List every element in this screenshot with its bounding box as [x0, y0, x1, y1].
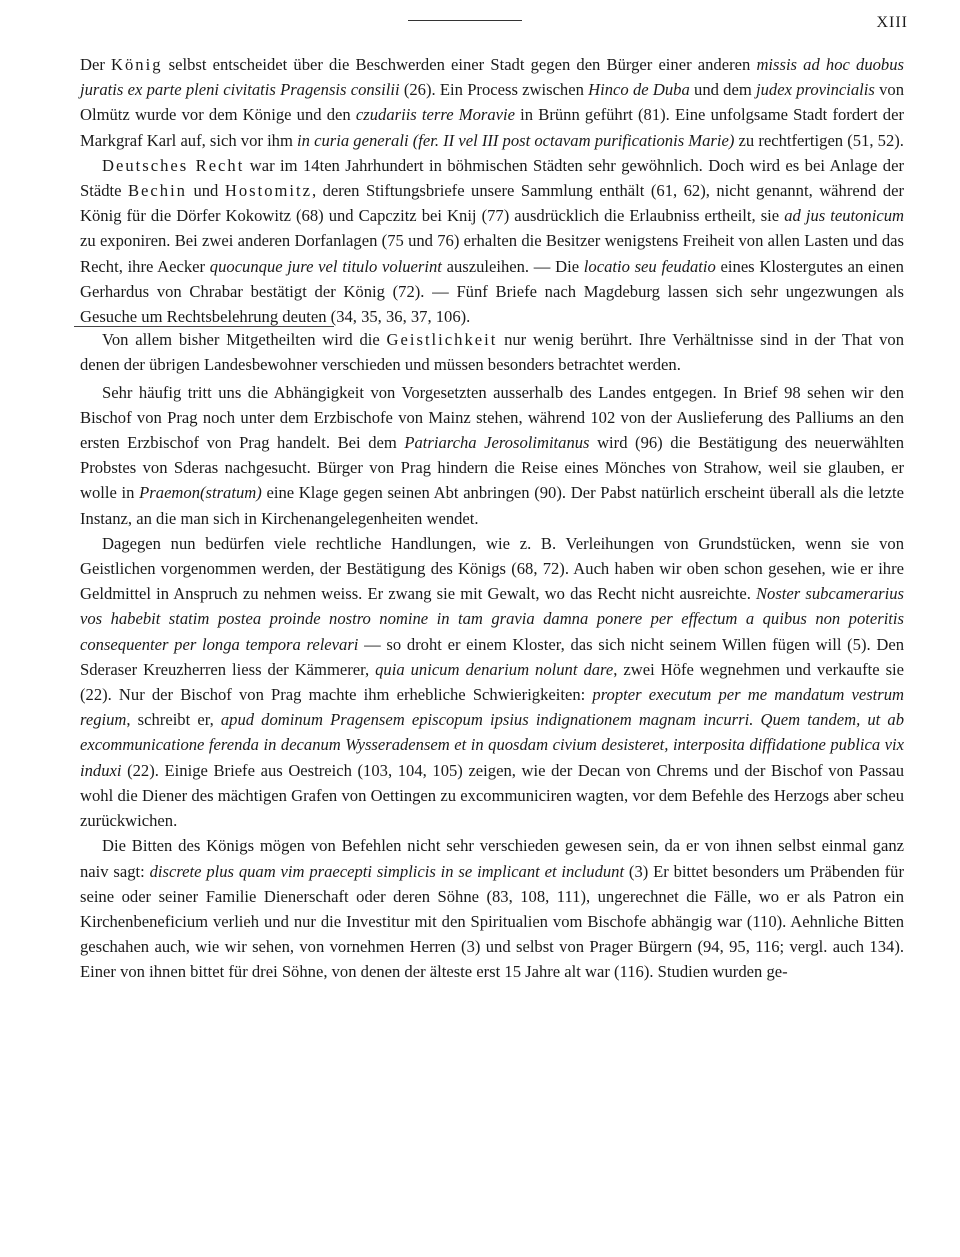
paragraph [80, 52, 904, 153]
italic-text: in curia generali (fer. II vel III post octavam purificationis Marie) [297, 130, 735, 150]
italic-text: missis ad hoc duobus juratis ex parte pleni civitatis Pragensis consilii [80, 55, 904, 100]
text-run: und dem [689, 80, 756, 100]
text-run: (22). Einige Briefe aus Oestreich (103, 104, 105) zeigen, wie der Decan von Chrems und der Bischof von Passau wohl die Diener des mächtigen Grafen von Oettingen zu excommuniciren wagten, vor dem Befehle des Herzogs aber scheu zurückwichen. [80, 760, 904, 831]
italic-text: apud dominum Pragensem episcopum ipsius indignationem magnam incurri. Quem tandem, ut ab excommunicatione ferenda in decanum Wysseradensem et in quosdam civium desisteret, interposita diffidatione publica vix induxi [80, 710, 904, 780]
text-run: eines Klostergutes an einen Gerhardus von Chrabar bestätigt der König (72). — Fünf Briefe nach Magdeburg lassen sich sehr ungezwungen als Gesuche um Rechtsbelehrung deuten (34, 35, 36, 37, 106). [80, 256, 904, 327]
italic-text: Praemon(stratum) [139, 483, 262, 503]
text-run: zu rechtfertigen (51, 52). [734, 130, 904, 150]
italic-text: czudariis terre Moravie [355, 105, 515, 125]
italic-text: Patriarcha Jerosolimitanus [404, 433, 590, 453]
text-run: , deren Stiftungsbriefe unsere Sammlung enthält (61, 62), nicht genannt, während der König für die Dörfer Kokowitz (68) und Capczitz bei Knij (77) ausdrücklich die Erlaubniss ertheilt, sie [80, 181, 905, 226]
spaced-text: König [111, 55, 163, 74]
italic-text: Noster subcamerarius vos habebit statim postea proinde nostro nomine in tam gravia damna ponere per effectum a quibus non poteritis consequenter per longa tempora relevari [80, 584, 905, 654]
spaced-text: Bechin [127, 181, 187, 201]
spaced-text: Deutsches Recht [102, 155, 245, 175]
text-run: Der [80, 55, 112, 74]
italic-text: quocunque jure vel titulo voluerint [209, 256, 442, 276]
paragraph [80, 833, 904, 984]
paragraph [80, 327, 904, 377]
text-run: Dagegen nun bedürfen viele rechtliche Handlungen, wie z. B. Verleihungen von Grundstücken, wenn sie von Geistlichen vorgenommen werden, der Bestätigung des Königs (68, 72). Auch haben wir oben schon gesehen, wie er ihre Geldmittel in Anspruch zu nehmen weiss. Er zwang sie mit Gewalt, wo das Recht nicht ausreichte. [80, 533, 904, 604]
text-run: (3) Er bittet besonders um Präbenden für seine oder seiner Familie Dienerschaft oder deren Söhne (83, 108, 111), ungerechnet die Fälle, wo er als Patron ein Kirchenbeneficium verlieh und nur die Investitur mit den Spiritualien vom Bischofe abhängig war (110). Aehnliche Bitten geschahen auch, wie wir sehen, von vornehmen Herren (3) und selbst von Prager Bürgern (94, 95, 116; vergl. auch 134). Einer von ihnen bittet für drei Söhne, von denen der älteste erst 15 Jahre alt war (116). Studien wurden ge- [80, 861, 905, 982]
text-run: wird (96) die Bestätigung des neuerwählten Probstes von Sderas nachgesucht. Bürger von Prag hindern die Reise eines Mönches von Strahow, weil sie glauben, er wolle in [80, 433, 904, 503]
italic-text: propter executum per me mandatum vestrum regium [80, 685, 904, 730]
italic-text: discrete plus quam vim praecepti simplicis in se implicant et includunt [149, 861, 625, 881]
italic-text: locatio seu feudatio [583, 256, 716, 276]
text-run: in Brünn geführt (81). Eine unfolgsame Stadt fordert der Markgraf Karl auf, sich vor ihm [80, 105, 904, 150]
italic-text: judex provincialis [756, 80, 875, 100]
text-run: zu exponiren. Bei zwei anderen Dorfanlagen (75 und 76) erhalten die Besitzer wenigstens Freiheit von allen Lasten und das Recht, ihre Aecker [80, 231, 904, 276]
text-run: auszuleihen. — Die [441, 256, 584, 276]
text-run: selbst entscheidet über die Beschwerden einer Stadt gegen den Bürger einer anderen [162, 55, 757, 74]
header-rule [408, 20, 522, 21]
text-run: nur wenig berührt. Ihre Verhältnisse sind in der That von denen der übrigen Landesbewohner verschieden und müssen besonders betrachtet werden. [80, 330, 904, 375]
text-run: war im 14ten Jahrhundert in böhmischen Städten sehr gewöhnlich. Doch wird es bei Anlage der Städte [80, 155, 904, 201]
text-run: Von allem bisher Mitgetheilten wird die [102, 330, 387, 350]
text-run: eine Klage gegen seinen Abt anbringen (90). Der Pabst natürlich erscheint überall als die letzte Instanz, an die man sich in Kirchenangelegenheiten wendet. [80, 483, 904, 528]
spaced-text: Hostomitz [224, 181, 312, 201]
text-run: , schreibt er, [126, 710, 221, 730]
text-run: Die Bitten des Königs mögen von Befehlen nicht sehr verschieden gewesen sein, da er von ihnen selbst einmal ganz naiv sagt: [80, 836, 904, 881]
italic-text: ad jus teutonicum [784, 206, 904, 226]
paragraph [80, 380, 904, 531]
paragraph [80, 153, 904, 329]
italic-text: quia unicum denarium nolunt dare [375, 659, 614, 679]
spaced-text: Geistlichkeit [386, 330, 498, 350]
text-run: (26). Ein Process zwischen [399, 80, 589, 100]
page-number: XIII [876, 14, 908, 31]
text-run: Sehr häufig tritt uns die Abhängigkeit von Vorgesetzten ausserhalb des Landes entgegen. In Brief 98 sehen wir den Bischof von Prag noch unter dem Erzbischofe von Mainz stehen, während 102 von der Auslieferung des Palliums an den ersten Erzbischof von Prag handelt. Bei dem [80, 382, 904, 453]
body-text [80, 52, 904, 985]
text-run: und [186, 181, 225, 201]
text-run: , zwei Höfe wegnehmen und verkaufte sie (22). Nur der Bischof von Prag machte ihm erhebliche Schwierigkeiten: [80, 659, 905, 705]
italic-text: Hinco de Duba [588, 80, 690, 100]
paragraph [80, 531, 904, 833]
text-run: von Olmütz wurde vor dem Könige und den [80, 80, 905, 125]
text-run: — so droht er einem Kloster, das sich nicht seinem Willen fügen will (5). Den Sderaser Kreuzherren liess der Kämmerer, [80, 634, 904, 679]
